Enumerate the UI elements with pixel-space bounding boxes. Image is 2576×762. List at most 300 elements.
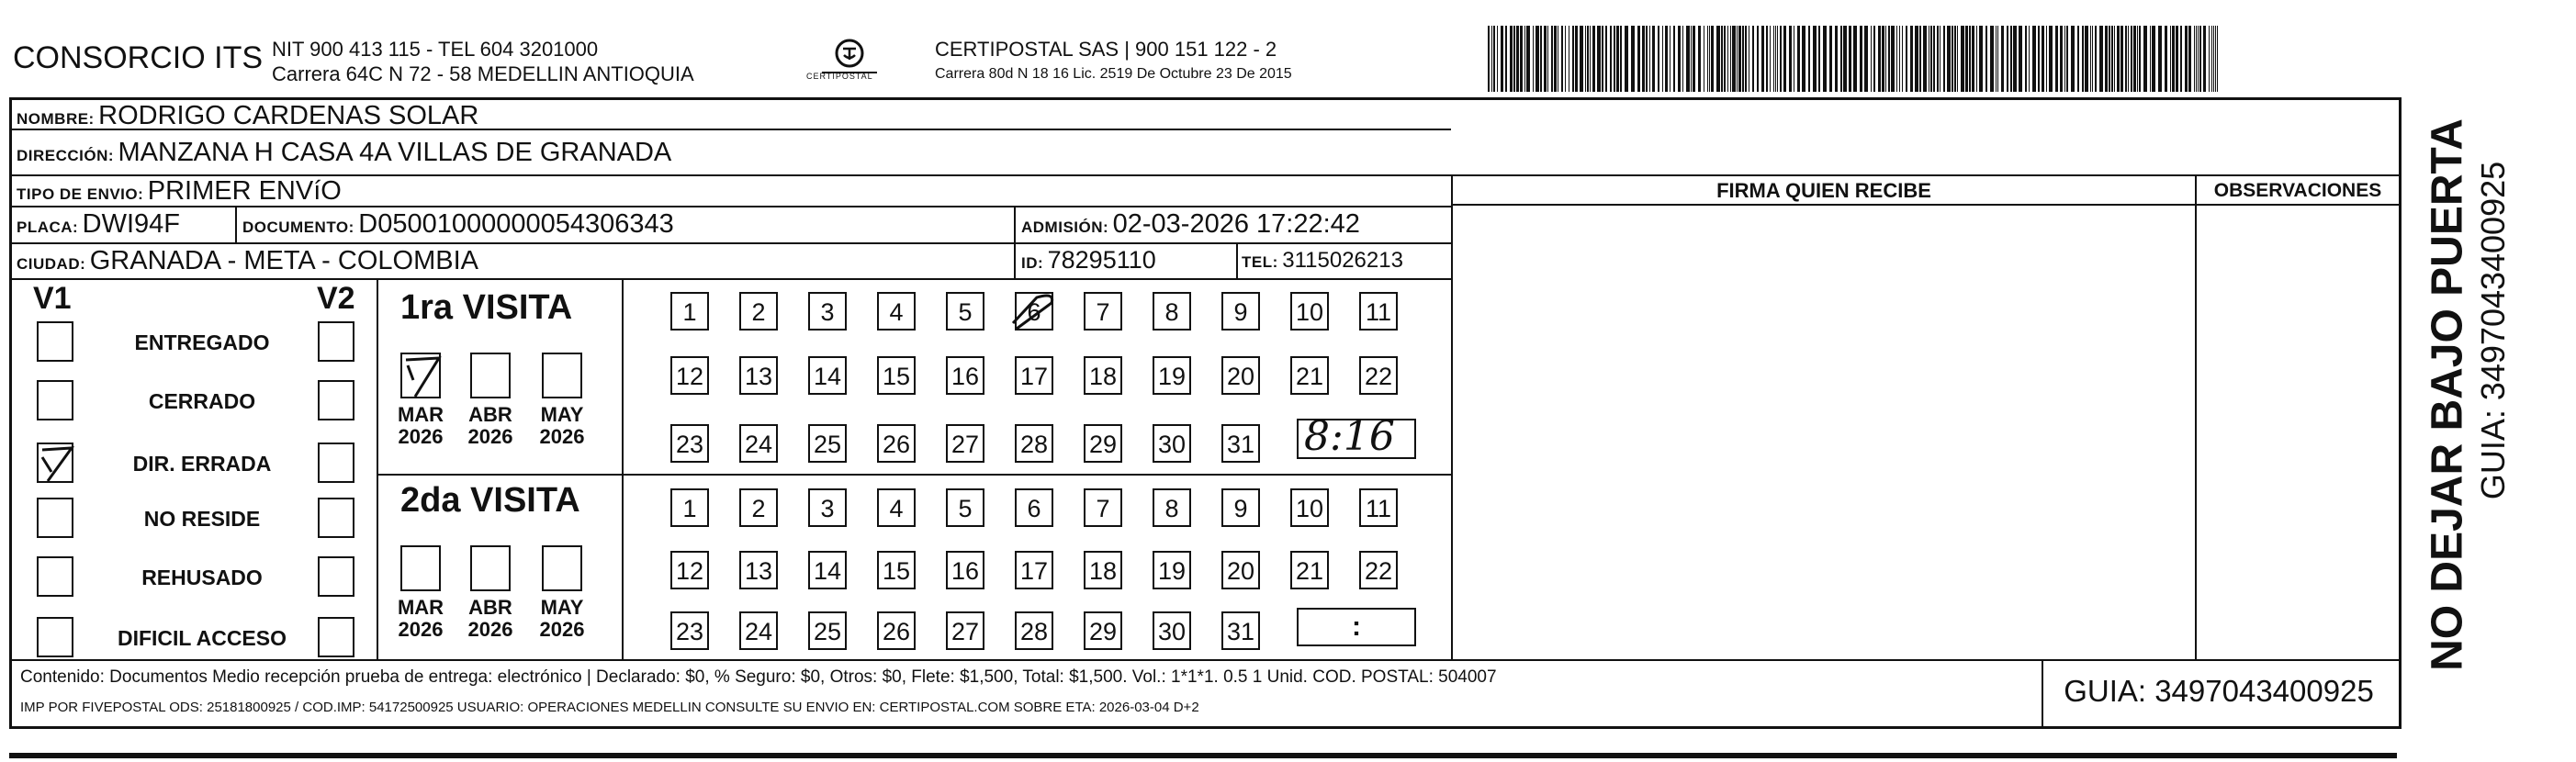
certipostal-block: [935, 37, 1292, 86]
firma-header: FIRMA QUIEN RECIBE: [1716, 179, 1931, 202]
day-box[interactable]: 28: [1015, 424, 1053, 463]
barcode-bar: [1580, 26, 1583, 92]
barcode-bar: [2150, 26, 2151, 92]
barcode-bar: [1721, 26, 1723, 92]
certipostal-license-line: Carrera 80d N 18 16 Lic. 2519 De Octubre 23 De 2015: [935, 66, 1292, 82]
barcode-bar: [1693, 26, 1695, 92]
v2-header: V2: [317, 281, 355, 316]
day-box[interactable]: 29: [1084, 611, 1122, 650]
day-box[interactable]: 20: [1221, 356, 1260, 395]
barcode-bar: [1732, 26, 1736, 92]
admision-label: ADMISIÓN:: [1021, 219, 1109, 236]
admision-cell: [1021, 209, 1360, 240]
barcode-bar: [1551, 26, 1553, 92]
barcode-bar: [1829, 26, 1832, 92]
day-box[interactable]: 24: [739, 424, 778, 463]
day-box[interactable]: 17: [1015, 551, 1053, 589]
barcode-bar: [1572, 26, 1574, 92]
barcode-bar: [1625, 26, 1628, 92]
day-box[interactable]: 6: [1015, 292, 1053, 331]
month-year: 2026: [467, 618, 513, 641]
barcode-bar: [1969, 26, 1971, 92]
placa-label: PLACA:: [17, 219, 79, 236]
barcode-bar: [1910, 26, 1913, 92]
barcode-bar: [1631, 26, 1635, 92]
barcode-bar: [2001, 26, 2004, 92]
barcode-bar: [1526, 26, 1530, 92]
ciudad-cell: [17, 246, 478, 276]
barcode-bar: [1775, 26, 1776, 92]
barcode-bar: [1873, 26, 1875, 92]
day-box[interactable]: 27: [946, 611, 984, 650]
barcode-bar: [2029, 26, 2030, 92]
day-box[interactable]: 23: [670, 611, 709, 650]
row-divider: [9, 278, 1451, 280]
day-box[interactable]: 13: [739, 551, 778, 589]
nombre-row: [17, 101, 478, 131]
barcode-bar: [1954, 26, 1956, 92]
day-box[interactable]: 30: [1153, 424, 1191, 463]
barcode-bar: [1745, 26, 1747, 92]
barcode-bar: [1979, 26, 1983, 92]
barcode-bar: [1686, 26, 1690, 92]
barcode-bar: [1524, 26, 1525, 92]
footer-print-line: IMP POR FIVEPOSTAL ODS: 25181800925 / COD.IMP: 54172500925 USUARIO: OPERACIONES MEDELLIN CONSULTE SU ENVIO EN: CERTIPOSTAL.COM SOBRE ETA: 2026-03-04 D+2: [20, 700, 1199, 715]
documento-cell: [242, 209, 674, 240]
barcode-bar: [1585, 26, 1586, 92]
visit-divider: [377, 474, 1451, 476]
day-box[interactable]: 22: [1359, 356, 1398, 395]
v2-checkbox[interactable]: [318, 617, 354, 657]
barcode-bar: [1770, 26, 1771, 92]
certipostal-line: CERTIPOSTAL SAS | 900 151 122 - 2: [935, 38, 1277, 61]
barcode-bar: [2128, 26, 2129, 92]
v2-checkbox[interactable]: [318, 498, 354, 538]
barcode-bar: [2185, 26, 2188, 92]
day-box[interactable]: 1: [670, 292, 709, 331]
barcode-bar: [1783, 26, 1786, 92]
company-nit-line: NIT 900 413 115 - TEL 604 3201000: [272, 38, 599, 61]
nombre-label: NOMBRE:: [17, 110, 95, 128]
barcode-bar: [1698, 26, 1701, 92]
month-year: 2026: [398, 618, 444, 641]
day-box[interactable]: 2: [739, 488, 778, 527]
month-checkbox[interactable]: [542, 545, 582, 591]
month-name: ABR: [468, 403, 512, 426]
month-checkbox[interactable]: [542, 353, 582, 398]
barcode-bar: [2209, 26, 2210, 92]
status-label: DIFICIL ACCESO: [117, 626, 287, 650]
barcode-bar: [1533, 26, 1534, 92]
v1-checkbox[interactable]: [37, 617, 73, 657]
barcode-bar: [2099, 26, 2103, 92]
barcode-bar: [1840, 26, 1842, 92]
day-box[interactable]: 26: [877, 611, 916, 650]
barcode-bar: [2117, 26, 2120, 92]
barcode-bar: [2176, 26, 2178, 92]
barcode-bar: [1835, 26, 1838, 92]
barcode-bar: [1658, 26, 1659, 92]
status-label: CERRADO: [148, 389, 256, 413]
day-box[interactable]: 4: [877, 488, 916, 527]
barcode-bar: [1813, 26, 1817, 92]
day-box[interactable]: 7: [1084, 488, 1122, 527]
barcode-bar: [2196, 26, 2197, 92]
barcode-bar: [2170, 26, 2171, 92]
barcode-bar: [1513, 26, 1515, 92]
day-box[interactable]: 13: [739, 356, 778, 395]
v2-checkbox[interactable]: [318, 380, 354, 420]
barcode-bar: [2211, 26, 2212, 92]
day-box[interactable]: 8: [1153, 292, 1191, 331]
barcode-bar: [1616, 26, 1619, 92]
barcode-bar: [1727, 26, 1728, 92]
day-box[interactable]: 5: [946, 292, 984, 331]
month-name: MAY: [540, 596, 584, 619]
barcode-bar: [1605, 26, 1607, 92]
barcode-bar: [2064, 26, 2065, 92]
barcode-bar: [1547, 26, 1548, 92]
barcode-bar: [2143, 26, 2147, 92]
month-label: [460, 597, 521, 641]
barcode-bar: [1575, 26, 1578, 92]
day-box[interactable]: 3: [808, 292, 847, 331]
barcode-bar: [1797, 26, 1800, 92]
barcode-bar: [1535, 26, 1539, 92]
month-year: 2026: [467, 425, 513, 448]
barcode-bar: [2042, 26, 2044, 92]
barcode-bar: [2038, 26, 2040, 92]
month-checkbox[interactable]: [400, 353, 441, 398]
barcode-bar: [1878, 26, 1881, 92]
month-year: 2026: [539, 425, 585, 448]
day-box[interactable]: 1: [670, 488, 709, 527]
tel-label: TEL:: [1242, 253, 1278, 271]
day-box[interactable]: 19: [1153, 551, 1191, 589]
barcode-bar: [2013, 26, 2017, 92]
cell-divider: [622, 278, 624, 659]
ciudad-label: CIUDAD:: [17, 255, 86, 273]
v2-checkbox[interactable]: [318, 443, 354, 483]
v1-checkbox[interactable]: [37, 443, 73, 483]
barcode-bar: [2060, 26, 2063, 92]
barcode-bar: [2105, 26, 2108, 92]
barcode-bar: [1737, 26, 1738, 92]
day-box[interactable]: 16: [946, 356, 984, 395]
admision-value: 02-03-2026 17:22:42: [1112, 209, 1360, 239]
barcode-bar: [1853, 26, 1857, 92]
barcode-bar: [1888, 26, 1890, 92]
first-visit-title: 1ra VISITA: [400, 288, 573, 327]
id-label: ID:: [1021, 254, 1044, 272]
barcode-bar: [2109, 26, 2110, 92]
barcode-bar: [1590, 26, 1591, 92]
barcode-bar: [1996, 26, 1997, 92]
second-visit-title: 2da VISITA: [400, 481, 580, 520]
v1-checkbox[interactable]: [37, 380, 73, 420]
barcode-bar: [1491, 26, 1492, 92]
barcode-bar: [1742, 26, 1744, 92]
logo-text: CERTIPOSTAL: [806, 72, 873, 81]
barcode-bar: [1510, 26, 1513, 92]
barcode-bar: [1957, 26, 1958, 92]
day-box[interactable]: 27: [946, 424, 984, 463]
month-year: 2026: [398, 425, 444, 448]
month-label: [532, 404, 592, 448]
barcode-bar: [2152, 26, 2155, 92]
month-checkbox[interactable]: [470, 545, 511, 591]
barcode-bar: [1899, 26, 1900, 92]
day-box[interactable]: 15: [877, 551, 916, 589]
day-box[interactable]: 18: [1084, 551, 1122, 589]
barcode-bar: [1665, 26, 1668, 92]
side-guia: GUIA: 3497043400925: [2474, 161, 2512, 500]
bottom-rule: [9, 753, 2397, 758]
month-name: MAR: [397, 403, 444, 426]
day-box[interactable]: 7: [1084, 292, 1122, 331]
status-label: REHUSADO: [141, 566, 263, 589]
direccion-label: DIRECCIÓN:: [17, 147, 115, 164]
barcode-bar: [2077, 26, 2079, 92]
barcode-bar: [2180, 26, 2182, 92]
barcode-bar: [1610, 26, 1612, 92]
barcode-bar: [1780, 26, 1782, 92]
day-box[interactable]: 31: [1221, 424, 1260, 463]
id-value: 78295110: [1047, 246, 1156, 274]
day-box[interactable]: 31: [1221, 611, 1260, 650]
barcode-bar: [1965, 26, 1968, 92]
month-checkbox[interactable]: [400, 545, 441, 591]
day-box[interactable]: 4: [877, 292, 916, 331]
day-box[interactable]: 14: [808, 551, 847, 589]
barcode-bar: [1919, 26, 1921, 92]
month-name: MAR: [397, 596, 444, 619]
month-checkbox[interactable]: [470, 353, 511, 398]
v1-checkbox[interactable]: [37, 321, 73, 362]
barcode-bar: [2137, 26, 2138, 92]
barcode-bar: [2139, 26, 2141, 92]
barcode-bar: [1730, 26, 1731, 92]
barcode-bar: [1493, 26, 1495, 92]
barcode-bar: [2203, 26, 2206, 92]
v1-header: V1: [33, 281, 72, 316]
day-box[interactable]: 30: [1153, 611, 1191, 650]
day-box[interactable]: 2: [739, 292, 778, 331]
handwritten-time: 8:16: [1304, 413, 1395, 460]
barcode-bar: [2114, 26, 2115, 92]
barcode-bar: [2066, 26, 2068, 92]
day-box[interactable]: 11: [1359, 292, 1398, 331]
barcode-bar: [1766, 26, 1768, 92]
barcode-bar: [1961, 26, 1964, 92]
barcode-bar: [1544, 26, 1547, 92]
barcode-bar: [1488, 26, 1490, 92]
barcode-bar: [1849, 26, 1851, 92]
barcode-bar: [1716, 26, 1720, 92]
barcode-bar: [1802, 26, 1805, 92]
barcode-bar: [1871, 26, 1872, 92]
col-divider: [1451, 174, 1453, 659]
barcode-bar: [2090, 26, 2091, 92]
day-box[interactable]: 18: [1084, 356, 1122, 395]
day-box[interactable]: 23: [670, 424, 709, 463]
company-nit-block: [272, 37, 694, 86]
barcode-bar: [2131, 26, 2132, 92]
barcode-bar: [1789, 26, 1792, 92]
barcode-bar: [2172, 26, 2175, 92]
day-box[interactable]: 25: [808, 424, 847, 463]
barcode-bar: [1933, 26, 1935, 92]
day-box[interactable]: 28: [1015, 611, 1053, 650]
barcode-bar: [2049, 26, 2053, 92]
day-box[interactable]: 20: [1221, 551, 1260, 589]
cell-divider: [235, 206, 237, 242]
day-box[interactable]: 15: [877, 356, 916, 395]
day-box[interactable]: 12: [670, 356, 709, 395]
barcode-bar: [2133, 26, 2136, 92]
barcode-bar: [1818, 26, 1820, 92]
barcode-bar: [1620, 26, 1622, 92]
month-label: [532, 597, 592, 641]
month-label: [390, 404, 451, 448]
barcode-bar: [1860, 26, 1862, 92]
v1-checkbox[interactable]: [37, 498, 73, 538]
day-box[interactable]: 11: [1359, 488, 1398, 527]
id-cell: [1021, 246, 1156, 275]
barcode-bar: [2095, 26, 2097, 92]
barcode-bar: [1554, 26, 1557, 92]
day-box[interactable]: 21: [1290, 551, 1329, 589]
day-box[interactable]: 10: [1290, 292, 1329, 331]
cell-divider: [1014, 206, 1016, 279]
barcode-bar: [1709, 26, 1710, 92]
barcode-bar: [1497, 26, 1498, 92]
barcode-bar: [2120, 26, 2123, 92]
barcode-bar: [1923, 26, 1927, 92]
barcode-bar: [1565, 26, 1566, 92]
barcode-bar: [1773, 26, 1774, 92]
check-mark-icon: [402, 354, 443, 400]
barcode-bar: [2092, 26, 2093, 92]
row-divider: [9, 242, 1451, 244]
barcode-bar: [1823, 26, 1827, 92]
barcode-bar: [1561, 26, 1563, 92]
barcode-bar: [1501, 26, 1503, 92]
barcode-bar: [1662, 26, 1663, 92]
day-box[interactable]: 9: [1221, 292, 1260, 331]
barcode-bar: [1972, 26, 1974, 92]
barcode-bar: [2188, 26, 2191, 92]
barcode-bar: [2055, 26, 2058, 92]
barcode-bar: [1937, 26, 1939, 92]
barcode-bar: [1649, 26, 1650, 92]
company-name: CONSORCIO ITS: [13, 40, 264, 75]
day-box[interactable]: 17: [1015, 356, 1053, 395]
barcode-bar: [1724, 26, 1726, 92]
barcode-bar: [2215, 26, 2216, 92]
day-box[interactable]: 26: [877, 424, 916, 463]
observaciones-header: OBSERVACIONES: [2213, 180, 2382, 201]
ciudad-value: GRANADA - META - COLOMBIA: [89, 246, 478, 275]
check-mark-icon: [39, 444, 75, 485]
v2-checkbox[interactable]: [318, 321, 354, 362]
day-box[interactable]: 22: [1359, 551, 1398, 589]
barcode-bar: [2199, 26, 2201, 92]
barcode-bar: [1864, 26, 1868, 92]
documento-label: DOCUMENTO:: [242, 219, 354, 236]
barcode-bar: [1896, 26, 1897, 92]
v2-checkbox[interactable]: [318, 556, 354, 597]
barcode-bar: [1952, 26, 1953, 92]
barcode-bar: [2082, 26, 2084, 92]
status-label: NO RESIDE: [143, 507, 261, 531]
barcode-bar: [2213, 26, 2214, 92]
barcode-bar: [1930, 26, 1932, 92]
tel-value: 3115026213: [1282, 248, 1403, 273]
barcode-bar: [1761, 26, 1764, 92]
day-box[interactable]: 25: [808, 611, 847, 650]
day-box[interactable]: 29: [1084, 424, 1122, 463]
tipo-label: TIPO DE ENVIO:: [17, 185, 144, 203]
barcode-bar: [1777, 26, 1778, 92]
barcode-bar: [1906, 26, 1907, 92]
day-box[interactable]: 6: [1015, 488, 1053, 527]
day-box[interactable]: 14: [808, 356, 847, 395]
placa-cell: [17, 209, 180, 240]
barcode-icon: [1488, 26, 2222, 92]
tel-cell: [1242, 248, 1403, 274]
day-box[interactable]: 24: [739, 611, 778, 650]
barcode-bar: [1915, 26, 1918, 92]
barcode-bar: [1882, 26, 1884, 92]
day-box[interactable]: 9: [1221, 488, 1260, 527]
month-name: MAY: [540, 403, 584, 426]
barcode-bar: [1637, 26, 1640, 92]
barcode-bar: [1711, 26, 1714, 92]
barcode-bar: [1985, 26, 1987, 92]
barcode-bar: [1673, 26, 1675, 92]
day-box[interactable]: 3: [808, 488, 847, 527]
col-divider: [2195, 174, 2197, 659]
barcode-bar: [1652, 26, 1655, 92]
barcode-bar: [1642, 26, 1645, 92]
barcode-bar: [1540, 26, 1542, 92]
barcode-bar: [1592, 26, 1595, 92]
barcode-bar: [1646, 26, 1648, 92]
barcode-bar: [1682, 26, 1683, 92]
barcode-bar: [1707, 26, 1708, 92]
v1-checkbox[interactable]: [37, 556, 73, 597]
day-box[interactable]: 21: [1290, 356, 1329, 395]
tipo-value: PRIMER ENVíO: [147, 176, 342, 206]
tipo-row: [17, 176, 342, 207]
day-box[interactable]: 5: [946, 488, 984, 527]
day-box[interactable]: 8: [1153, 488, 1191, 527]
day-box[interactable]: 19: [1153, 356, 1191, 395]
barcode-bar: [1505, 26, 1507, 92]
barcode-bar: [2032, 26, 2036, 92]
barcode-bar: [1678, 26, 1681, 92]
day-box[interactable]: 12: [670, 551, 709, 589]
month-year: 2026: [539, 618, 585, 641]
day-box[interactable]: 10: [1290, 488, 1329, 527]
barcode-bar: [2125, 26, 2127, 92]
barcode-bar: [2071, 26, 2075, 92]
company-address-line: Carrera 64C N 72 - 58 MEDELLIN ANTIOQUIA: [272, 62, 694, 85]
barcode-bar: [1520, 26, 1523, 92]
second-visit-time-field[interactable]: :: [1297, 608, 1416, 646]
day-box[interactable]: 16: [946, 551, 984, 589]
